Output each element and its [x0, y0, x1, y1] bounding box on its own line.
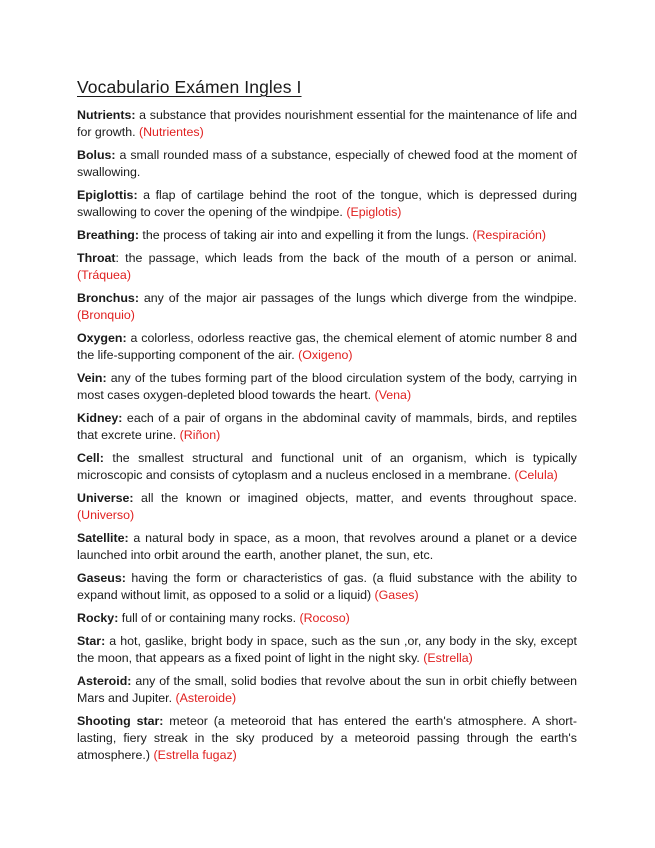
entry-translation: (Estrella) — [423, 651, 473, 665]
entry-translation: (Bronquio) — [77, 308, 135, 322]
entry-definition: any of the major air passages of the lungs which diverge from the windpipe. — [138, 291, 577, 305]
vocab-entry — [77, 330, 577, 364]
document-title: Vocabulario Exámen Ingles I — [77, 77, 302, 97]
entry-translation: (Tráquea) — [77, 268, 131, 282]
entry-term: Nutrients: — [77, 108, 136, 122]
vocab-entry — [77, 370, 577, 404]
entry-term: Vein: — [77, 371, 107, 385]
entry-translation: (Celula) — [514, 468, 558, 482]
entry-term: Kidney: — [77, 411, 123, 425]
entry-definition: each of a pair of organs in the abdominal cavity of mammals, birds, and reptiles that excrete urine. — [77, 411, 577, 442]
entry-translation: (Gases) — [374, 588, 419, 602]
entry-definition: all the known or imagined objects, matter, and events throughout space. — [133, 491, 577, 505]
vocab-entry — [77, 107, 577, 141]
entry-term: Bronchus: — [77, 291, 139, 305]
entry-definition: having the form or characteristics of gas. (a fluid substance with the ability to expand without limit, as opposed to a solid or a liquid) — [77, 571, 577, 602]
vocab-entry — [77, 450, 577, 484]
document-page — [77, 76, 577, 770]
entry-definition: the process of taking air into and expelling it from the lungs. — [138, 228, 473, 242]
vocab-entry — [77, 250, 577, 284]
entry-term: Gaseus: — [77, 571, 126, 585]
vocab-entry — [77, 147, 577, 181]
entry-translation: (Asteroide) — [175, 691, 237, 705]
vocab-entry — [77, 227, 577, 244]
entry-term: Universe: — [77, 491, 134, 505]
entry-definition: the smallest structural and functional unit of an organism, which is typically microscopic and consists of cytoplasm and a nucleus enclosed in a membrane. — [77, 451, 577, 482]
vocab-entry — [77, 570, 577, 604]
entry-term: Bolus: — [77, 148, 116, 162]
entry-definition: a substance that provides nourishment essential for the maintenance of life and for growth. — [77, 108, 577, 139]
entry-term: Oxygen: — [77, 331, 127, 345]
entry-definition: : the passage, which leads from the back of the mouth of a person or animal. — [115, 251, 577, 265]
vocab-entry — [77, 673, 577, 707]
entry-translation: (Riñon) — [179, 428, 221, 442]
vocab-entry — [77, 490, 577, 524]
entry-term: Cell: — [77, 451, 104, 465]
vocab-entry — [77, 410, 577, 444]
entry-term: Star: — [77, 634, 106, 648]
vocab-entry — [77, 187, 577, 221]
entry-definition: a small rounded mass of a substance, especially of chewed food at the moment of swallowing. — [77, 148, 577, 179]
vocab-entry — [77, 290, 577, 324]
entry-term: Asteroid: — [77, 674, 132, 688]
entry-translation: (Oxigeno) — [298, 348, 353, 362]
entry-definition: a colorless, odorless reactive gas, the chemical element of atomic number 8 and the life-supporting component of the air. — [77, 331, 577, 362]
entry-translation: (Vena) — [374, 388, 412, 402]
entry-definition: meteor (a meteoroid that has entered the earth's atmosphere. A short-lasting, fiery streak in the sky produced by a meteoroid passing through the earth's atmosphere.) — [77, 714, 577, 762]
entry-definition: any of the tubes forming part of the blood circulation system of the body, carrying in most cases oxygen-depleted blood towards the heart. — [77, 371, 577, 402]
entry-term: Satellite: — [77, 531, 129, 545]
entry-definition: any of the small, solid bodies that revolve about the sun in orbit chiefly between Mars and Jupiter. — [77, 674, 577, 705]
entry-definition: full of or containing many rocks. — [118, 611, 300, 625]
vocab-entry — [77, 633, 577, 667]
entry-translation: (Epiglotis) — [346, 205, 402, 219]
entry-term: Throat — [77, 251, 116, 265]
entry-term: Shooting star: — [77, 714, 164, 728]
entry-translation: (Rocoso) — [299, 611, 350, 625]
entry-term: Epiglottis: — [77, 188, 138, 202]
entry-term: Rocky: — [77, 611, 119, 625]
entry-term: Breathing: — [77, 228, 139, 242]
entry-definition: a flap of cartilage behind the root of the tongue, which is depressed during swallowing to cover the opening of the windpipe. — [77, 188, 577, 219]
entry-translation: (Universo) — [77, 508, 135, 522]
entry-translation: (Estrella fugaz) — [153, 748, 237, 762]
entry-translation: (Nutrientes) — [138, 125, 204, 139]
entry-definition: a natural body in space, as a moon, that revolves around a planet or a device launched into orbit around the earth, another planet, the sun, etc. — [77, 531, 577, 562]
vocab-entry — [77, 530, 577, 564]
vocab-entry — [77, 610, 577, 627]
vocab-entry — [77, 713, 577, 764]
entry-definition: a hot, gaslike, bright body in space, such as the sun ,or, any body in the sky, except the moon, that appears as a fixed point of light in the night sky. — [77, 634, 577, 665]
entry-translation: (Respiración) — [472, 228, 547, 242]
